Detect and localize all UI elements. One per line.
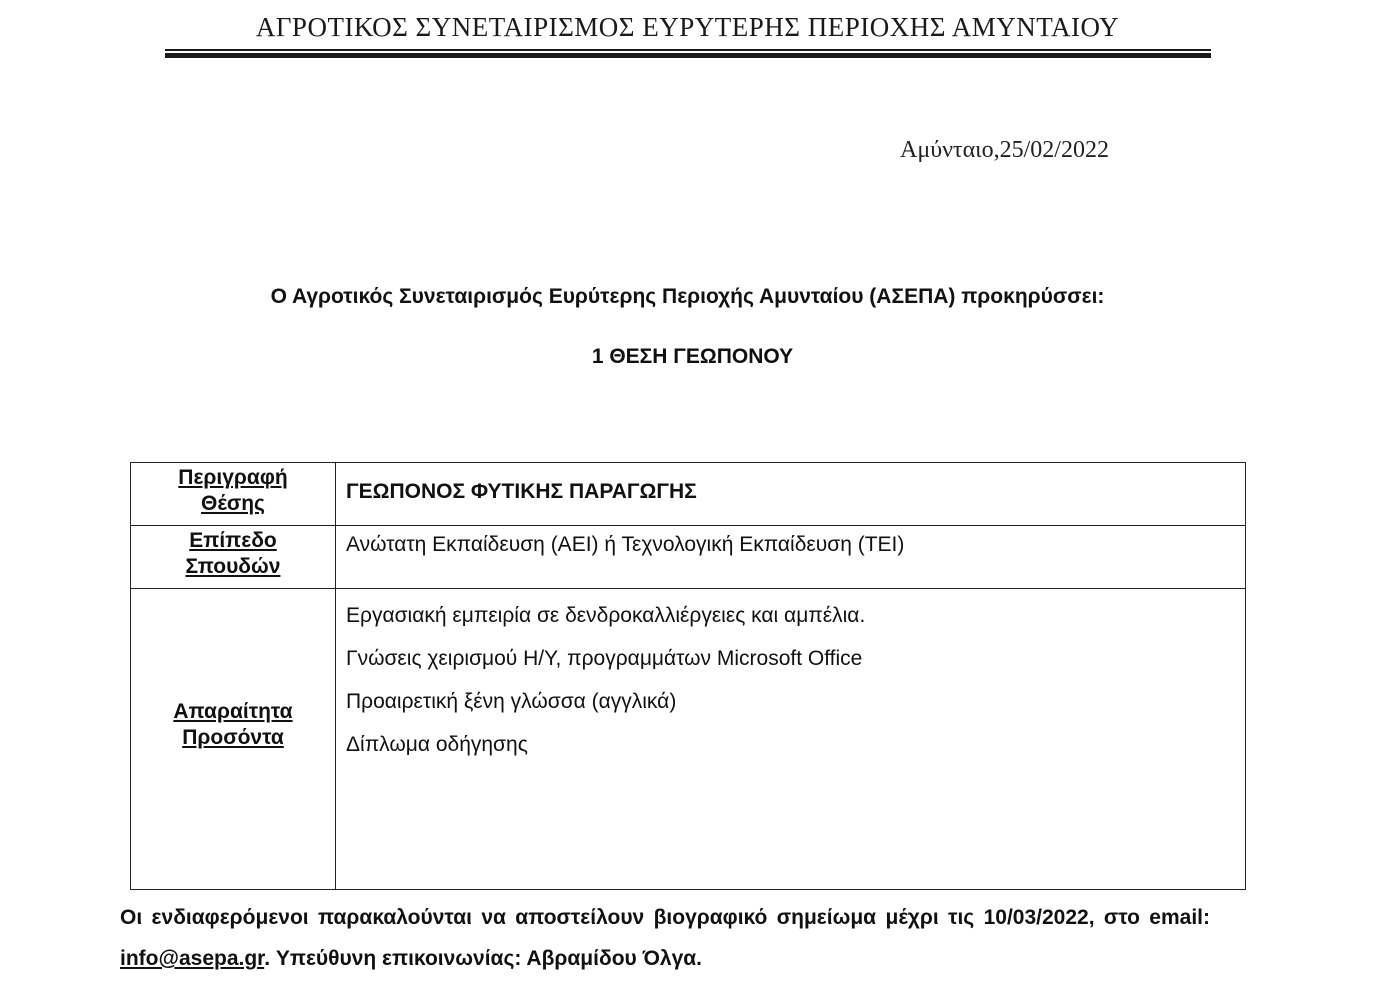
contact-email-link[interactable]: info@asepa.gr xyxy=(120,947,265,970)
qualification-item: Εργασιακή εμπειρία σε δενδροκαλλιέργειες και αμπέλια. xyxy=(346,604,866,627)
value-required-qualifications xyxy=(336,589,1246,890)
place-date-line: Αμύνταιο,25/02/2022 xyxy=(900,137,1109,163)
label-line: Περιγραφή xyxy=(178,466,288,489)
header-rule-thick xyxy=(165,53,1211,58)
organization-header-title: ΑΓΡΟΤΙΚΟΣ ΣΥΝΕΤΑΙΡΙΣΜΟΣ ΕΥΡΥΤΕΡΗΣ ΠΕΡΙΟΧΗΣ ΑΜΥΝΤΑΙΟΥ xyxy=(255,12,1120,42)
label-line: Σπουδών xyxy=(185,555,281,578)
label-line: Απαραίτητα xyxy=(173,700,293,723)
table-row-required-qualifications xyxy=(131,589,1246,890)
table-row-position-description xyxy=(131,463,1246,526)
qualification-item: Δίπλωμα οδήγησης xyxy=(346,733,528,756)
label-line: Θέσης xyxy=(201,492,265,515)
position-description-value: ΓΕΩΠΟΝΟΣ ΦΥΤΙΚΗΣ ΠΑΡΑΓΩΓΗΣ xyxy=(346,480,697,503)
header-rule-thin xyxy=(165,49,1211,51)
job-details-table xyxy=(130,462,1246,890)
value-position-description xyxy=(336,463,1246,526)
label-line: Επίπεδο xyxy=(189,529,277,552)
qualification-item: Γνώσεις χειρισμού Η/Υ, προγραμμάτων Microsoft Office xyxy=(346,647,863,670)
education-level-value: Ανώτατη Εκπαίδευση (ΑΕΙ) ή Τεχνολογική Εκπαίδευση (ΤΕΙ) xyxy=(346,533,905,556)
label-required-qualifications xyxy=(131,589,336,890)
label-position-description xyxy=(131,463,336,526)
label-line: Προσόντα xyxy=(182,726,284,749)
label-education-level xyxy=(131,526,336,589)
footer-instructions xyxy=(120,897,1210,979)
qualification-item: Προαιρετική ξένη γλώσσα (αγγλικά) xyxy=(346,690,677,713)
table-row-education-level xyxy=(131,526,1246,589)
footer-text-end: . Υπεύθυνη επικοινωνίας: Αβραμίδου Όλγα. xyxy=(264,947,703,970)
announcement-text: Ο Αγροτικός Συνεταιρισμός Ευρύτερης Περιοχής Αμυνταίου (ΑΣΕΠΑ) προκηρύσσει: xyxy=(270,285,1105,308)
value-education-level xyxy=(336,526,1246,589)
position-title: 1 ΘΕΣΗ ΓΕΩΠΟΝΟΥ xyxy=(591,345,794,368)
footer-text-start: Οι ενδιαφερόμενοι παρακαλούνται να αποστείλουν βιογραφικό σημείωμα μέχρι τις 10/03/2022, στο email: xyxy=(120,906,1210,929)
